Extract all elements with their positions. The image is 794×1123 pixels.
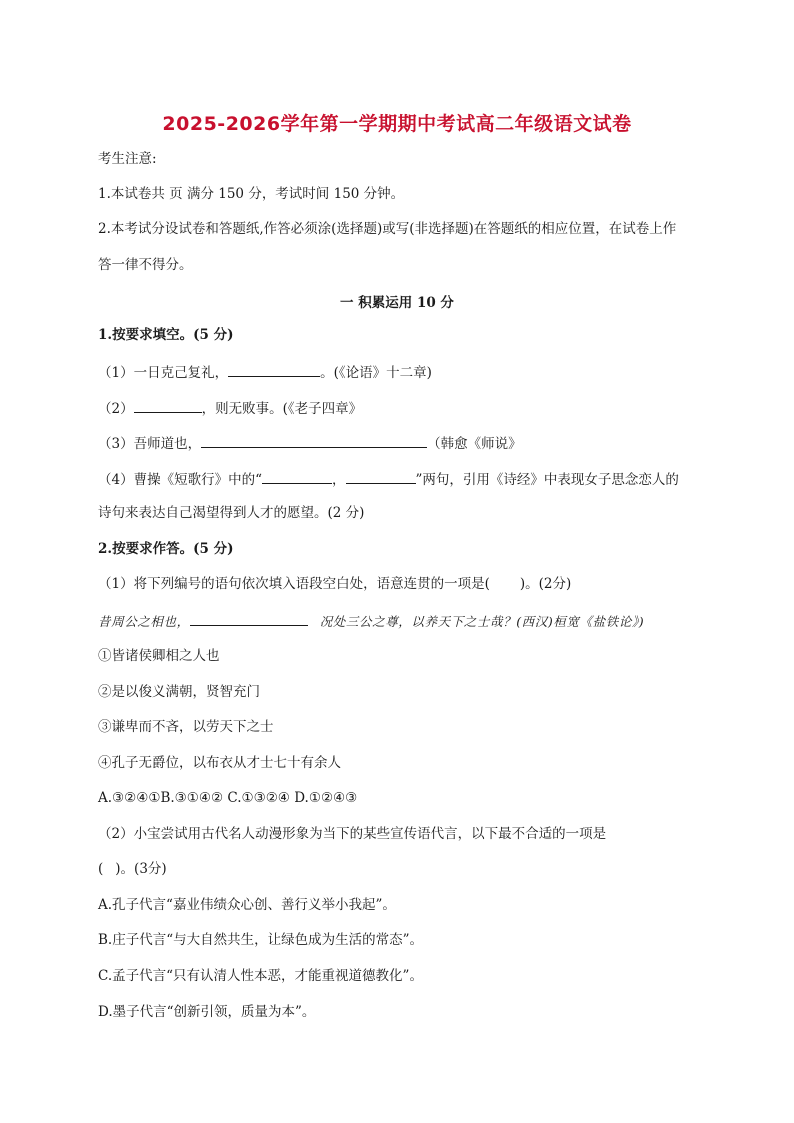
choice-a: A.孔子代言“嘉业伟绩众心创、善行义举小我起”。 <box>98 897 396 913</box>
question-2-sub-1 <box>98 575 571 593</box>
option-1: ①皆诸侯卿相之人也 <box>98 648 220 664</box>
question-2-heading: 2.按要求作答。(5 分) <box>98 541 234 557</box>
answer-blank[interactable] <box>228 362 320 377</box>
question-2-sub-2: （2）小宝尝试用古代名人动漫形象为当下的某些宣传语代言，以下最不合适的一项是 <box>98 826 607 842</box>
q1-sub1-prefix: （1）一日克己复礼， <box>98 365 229 381</box>
question-2-sub-2-line-2 <box>98 860 167 878</box>
choice-b: B.庄子代言“与大自然共生，让绿色成为生活的常态”。 <box>98 932 424 948</box>
option-2: ②是以俊义满朝，贤智充门 <box>98 684 260 700</box>
passage-suffix: 况处三公之尊，以养天下之士哉？(西汉)桓宽《盐铁论》) <box>319 614 645 629</box>
passage-prefix: 昔周公之相也， <box>98 614 190 629</box>
q1-sub1-suffix: 。(《论语》十二章) <box>320 365 432 381</box>
notice-heading: 考生注意: <box>98 151 157 167</box>
notice-item-1: 1.本试卷共 页 满分 150 分，考试时间 150 分钟。 <box>98 186 405 202</box>
q2-sub2-paren-open: ( <box>98 861 104 877</box>
exam-title: 2025-2026学年第一学期期中考试高二年级语文试卷 <box>162 113 632 135</box>
q1-sub2-suffix: ，则无败事。(《老子四章》 <box>201 401 363 417</box>
answer-blank[interactable] <box>346 469 416 484</box>
question-1-sub-4-line-2: 诗句来表达自己渴望得到人才的愿望。(2 分) <box>98 505 365 521</box>
q2-sub2-suffix: )。(3分) <box>115 861 167 877</box>
option-3: ③谦卑而不吝，以劳天下之士 <box>98 719 274 735</box>
question-1-sub-2 <box>98 398 362 418</box>
question-1-sub-4 <box>98 469 679 489</box>
q1-sub3-prefix: （3）吾师道也， <box>98 436 202 452</box>
answer-blank[interactable] <box>262 469 332 484</box>
choice-c: C.孟子代言“只有认清人性本恶，才能重视道德教化”。 <box>98 968 423 984</box>
question-1-sub-1 <box>98 362 432 382</box>
question-1-heading: 1.按要求填空。(5 分) <box>98 327 234 343</box>
question-1-sub-3 <box>98 433 522 453</box>
q1-sub4-comma: ， <box>332 472 346 488</box>
answer-blank[interactable] <box>201 433 427 448</box>
q1-sub2-prefix: （2） <box>98 401 134 417</box>
q1-sub3-suffix: （韩愈《师说》 <box>427 436 522 452</box>
choice-d: D.墨子代言“创新引领，质量为本”。 <box>98 1004 316 1020</box>
notice-item-2-line-1: 2.本考试分设试卷和答题纸,作答必须涂(选择题)或写(非选择题)在答题纸的相应位置，在试卷上作 <box>98 221 677 237</box>
answer-choices: A.③②④①B.③①④② C.①③②④ D.①②④③ <box>98 790 358 806</box>
option-4: ④孔子无爵位，以布衣从才士七十有余人 <box>98 755 341 771</box>
q1-sub4-suffix: ”两句，引用《诗经》中表现女子思念恋人的 <box>415 472 679 488</box>
classical-passage <box>98 611 644 631</box>
q1-sub4-prefix: （4）曹操《短歌行》中的“ <box>98 472 262 488</box>
q2-sub1-prefix: （1）将下列编号的语句依次填入语段空白处，语意连贯的一项是( <box>98 576 490 592</box>
notice-item-2-line-2: 答一律不得分。 <box>98 257 193 273</box>
section-heading: 一 积累运用 10 分 <box>340 295 454 311</box>
passage-blank[interactable] <box>190 611 308 626</box>
q2-sub1-suffix: )。(2分) <box>519 576 572 592</box>
answer-blank[interactable] <box>134 398 202 413</box>
